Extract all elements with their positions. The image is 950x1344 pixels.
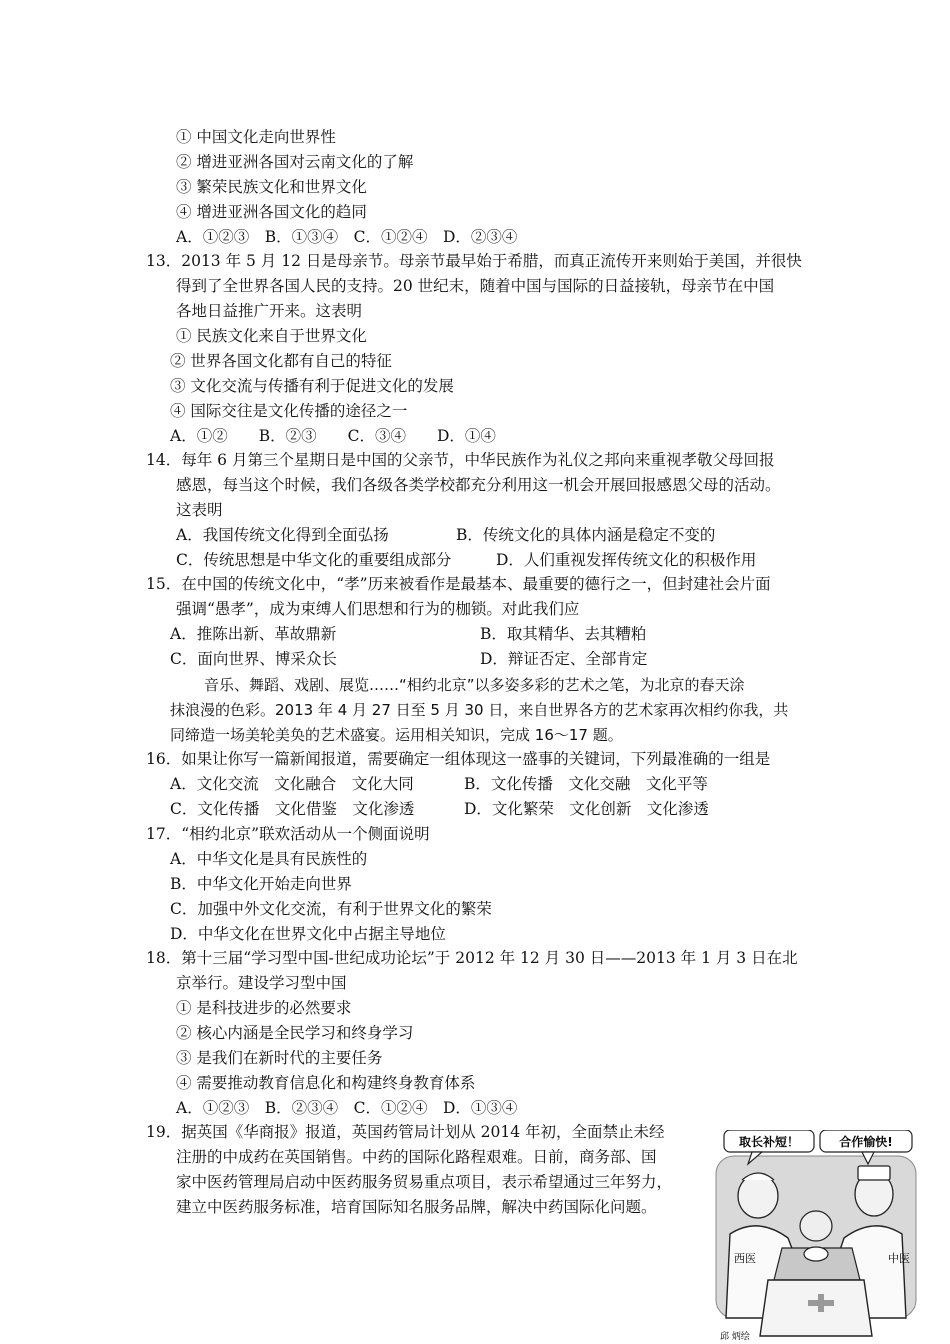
q18-item-4: ④ 需要推动教育信息化和构建终身教育体系 [176,1074,476,1092]
q16-option-c: C．文化传播 文化借鉴 文化渗透 [170,800,415,818]
q14-stem-2: 感恩，每当这个时候，我们各级各类学校都充分利用这一机会开展回报感恩父母的活动。 [176,476,781,494]
label-west [734,1252,756,1265]
q17-option-c: C．加强中外文化交流，有利于世界文化的繁荣 [170,900,492,918]
q14-option-a: A．我国传统文化得到全面弘扬 [176,526,389,544]
q13-item-4: ④ 国际交往是文化传播的途径之一 [170,402,408,420]
chinese-doctor-cap [858,1166,890,1180]
cartoon-signature: 邱 炳绘 [720,1332,750,1342]
hospital-bed [760,1280,872,1336]
q17-option-d: D．中华文化在世界文化中占据主导地位 [170,925,446,943]
q16-option-a: A．文化交流 文化融合 文化大同 [170,775,414,793]
q19-stem-1: 19．据英国《华商报》报道，英国药管局计划从 2014 年初，全面禁止未经 [146,1123,665,1141]
q13-item-2: ② 世界各国文化都有自己的特征 [170,352,392,370]
q12-item-2: ② 增进亚洲各国对云南文化的了解 [176,153,414,171]
patient-head [800,1211,832,1241]
material-line-2: 抹浪漫的色彩。2013 年 4 月 27 日至 5 月 30 日，来自世界各方的艺术家再次相约你我，共 [170,701,789,719]
bubble-right-text: 合作愉快! [839,1135,893,1149]
q15-option-d: D．辩证否定、全部肯定 [480,650,648,668]
q16-option-d: D．文化繁荣 文化创新 文化渗透 [464,800,709,818]
q13-stem-3: 各地日益推广开来。这表明 [176,302,363,320]
q18-item-3: ③ 是我们在新时代的主要任务 [176,1049,383,1067]
q14-option-b: B．传统文化的具体内涵是稳定不变的 [456,526,716,544]
q15-stem-2: 强调“愚孝”，成为束缚人们思想和行为的枷锁。对此我们应 [176,600,580,618]
q12-item-1: ① 中国文化走向世界性 [176,128,336,146]
q13-stem-1: 13．2013 年 5 月 12 日是母亲节。母亲节最早始于希腊，而真正流传开来则始于美国，并很快 [146,252,802,270]
label-chinese [888,1251,910,1265]
q18-item-1: ① 是科技进步的必然要求 [176,999,352,1017]
q12-item-4: ④ 增进亚洲各国文化的趋同 [176,203,367,221]
q15-option-b: B．取其精华、去其糟粕 [480,625,647,643]
q13-options: A．①② B．②③ C．③④ D．①④ [170,427,496,445]
q18-stem-1: 18．第十三届“学习型中国-世纪成功论坛”于 2012 年 12 月 30 日——2013 年 1 月 3 日在北 [146,949,798,967]
q14-option-d: D．人们重视发挥传统文化的积极作用 [496,551,757,569]
q19-stem-4: 建立中医药服务标准，培育国际知名服务品牌，解决中药国际化问题。 [176,1198,657,1216]
q16-option-b: B．文化传播 文化交融 文化平等 [464,775,708,793]
cartoon-illustration [712,1130,920,1342]
q12-options: A．①②③ B．①③④ C．①②④ D．②③④ [176,228,518,246]
material-line-1: 音乐、舞蹈、戏剧、展览……“相约北京”以多姿多彩的艺术之笔，为北京的春天涂 [204,676,745,694]
q19-stem-2: 注册的中成药在英国销售。中药的国际化路程艰难。日前，商务部、国 [176,1148,657,1166]
q17-option-b: B．中华文化开始走向世界 [170,875,352,893]
handshake [804,1247,828,1261]
label-west-text: 西医 [734,1252,756,1265]
q15-stem-1: 15．在中国的传统文化中，“孝”历来被看作是最基本、最重要的德行之一，但封建社会片面 [146,575,771,593]
q16-stem: 16．如果让你写一篇新闻报道，需要确定一组体现这一盛事的关键词，下列最准确的一组是 [146,750,771,768]
q15-option-c: C．面向世界、博采众长 [170,650,337,668]
q14-stem-1: 14．每年 6 月第三个星期日是中国的父亲节，中华民族作为礼仪之邦向来重视孝敬父母回报 [146,451,775,469]
q18-item-2: ② 核心内涵是全民学习和终身学习 [176,1024,414,1042]
q17-stem: 17．“相约北京”联欢活动从一个侧面说明 [146,825,430,843]
q12-item-3: ③ 繁荣民族文化和世界文化 [176,178,367,196]
q13-stem-2: 得到了全世界各国人民的支持。20 世纪末，随着中国与国际的日益接轨，母亲节在中国 [176,277,775,295]
material-line-3: 同缔造一场美轮美奂的艺术盛宴。运用相关知识，完成 16～17 题。 [170,726,623,744]
q13-item-3: ③ 文化交流与传播有利于促进文化的发展 [170,377,454,395]
q14-stem-3: 这表明 [176,501,223,519]
q19-stem-3: 家中医药管理局启动中医药服务贸易重点项目，表示希望通过三年努力， [176,1173,673,1191]
bubble-left-text: 取长补短！ [738,1135,800,1149]
q18-options: A．①②③ B．②③④ C．①②④ D．①③④ [176,1099,518,1117]
q15-option-a: A．推陈出新、革故鼎新 [170,625,337,643]
q18-stem-2: 京举行。建设学习型中国 [176,974,347,992]
q14-option-c: C．传统思想是中华文化的重要组成部分 [176,551,452,569]
label-chinese-text: 中医 [888,1252,910,1265]
q13-item-1: ① 民族文化来自于世界文化 [176,327,367,345]
q17-option-a: A．中华文化是具有民族性的 [170,850,368,868]
western-doctor-head [738,1174,778,1218]
